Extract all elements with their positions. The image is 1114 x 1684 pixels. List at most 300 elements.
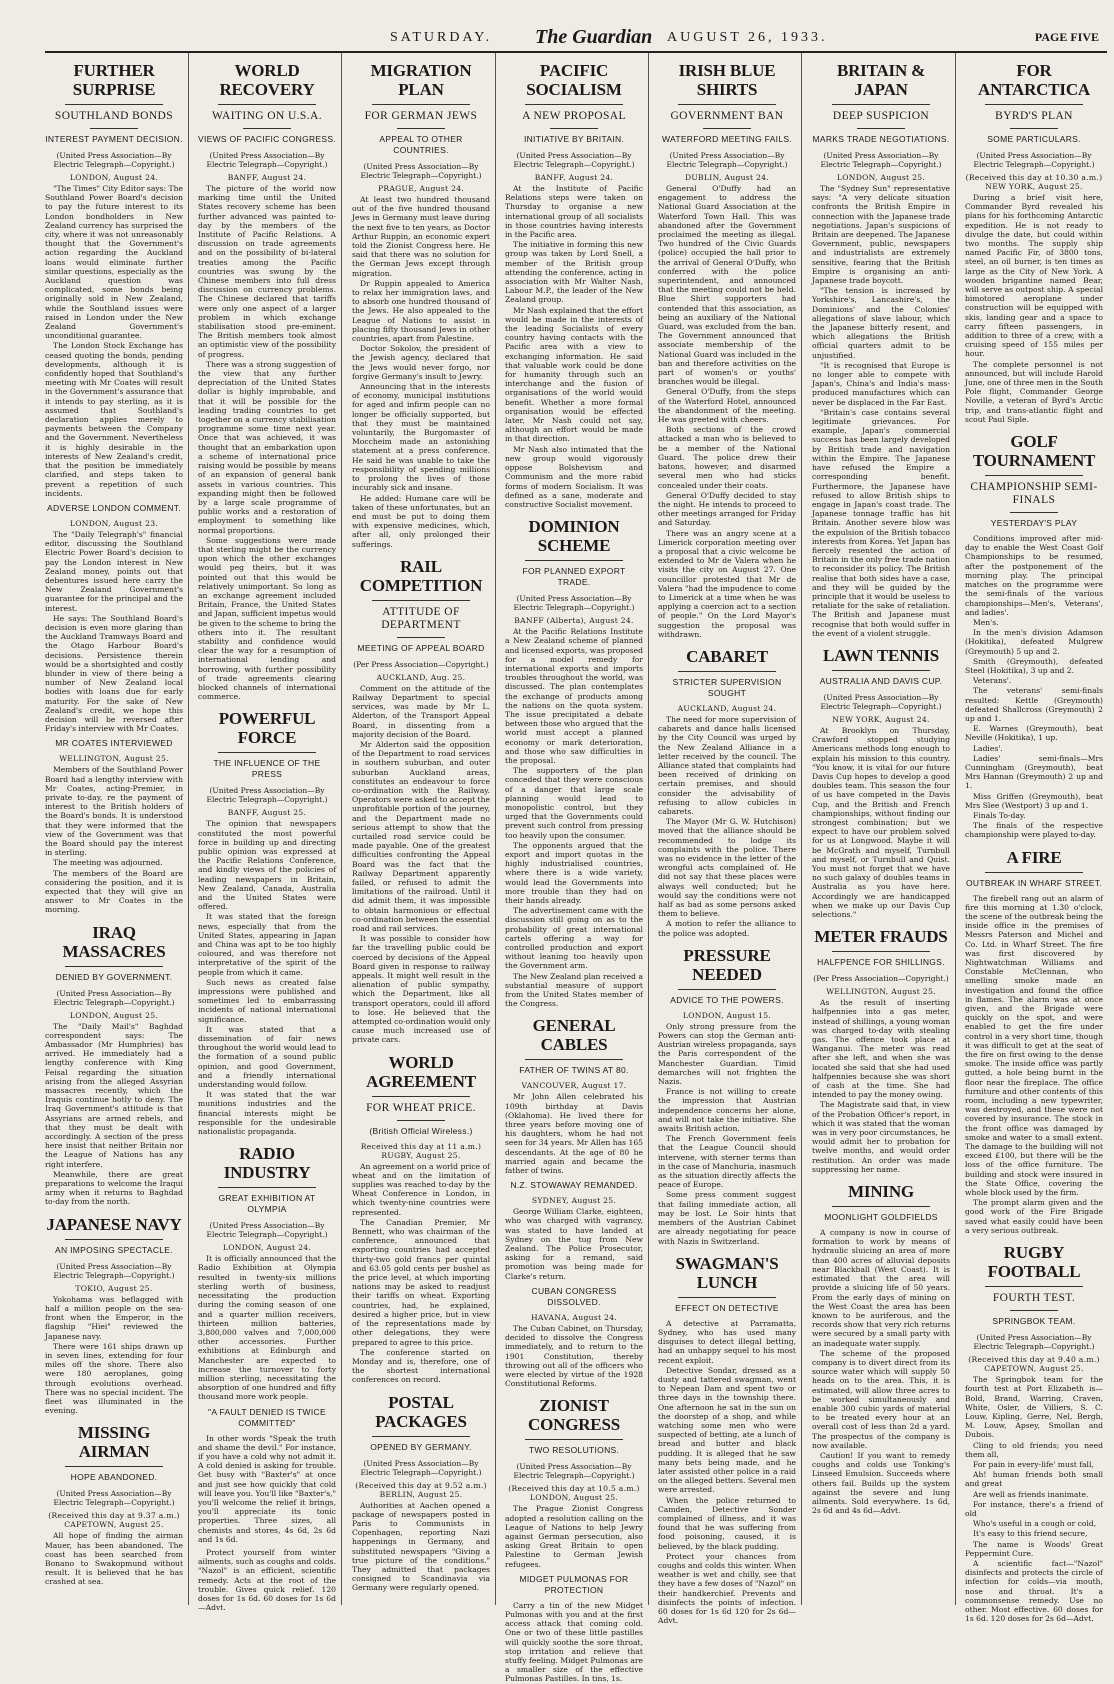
article-dateline: (Received this day at 9.40 a.m.) CAPETOWN, August 25.: [968, 1355, 1100, 1374]
article-headline: RADIO INDUSTRY: [223, 1144, 311, 1183]
article-dateline: WELLINGTON, August 25.: [59, 754, 169, 764]
headline-rule: [985, 475, 1083, 476]
article-paragraph: George William Clarke, eighteen, who was charged with vagrancy, was stated to have landed at Sydney on the tug from New Zealand. The Police Prosecutor, asking for a remand, said promotion was being made for Clarke's return.: [505, 1207, 643, 1281]
article-paragraph: The initiative in forming this new group was taken by Lord Snell, a member of the British group attending the conference, acting in association with Mr Walter Nash, Labour M.P., the leader of the New Zealand group.: [505, 240, 643, 305]
article-subheading: GREAT EXHIBITION AT OLYMPIA: [218, 1193, 316, 1215]
article-body: [812, 1228, 950, 1515]
article-paragraph: Mr Alderton said the opposition of the Department to road services in southern suburban, and outer suburban Auckland areas, constitutes an endeavour to force co-ordination with the Railway. Operators were asked to accept the unprofitable portion of the journey, and the Department made no serious attempt to show that the curtailed road service could be made payable. One of the greatest difficulties confronting the Appeal Board was the fact that the Railway Department apparently failed, or refused to admit the limitations of the railroad. Until it did admit them, it was impossible to obtain harmonious or effectual co-ordination between the essential road and rail services.: [352, 739, 490, 933]
article-paragraph: It's easy to this friend secure,: [973, 1529, 1088, 1539]
masthead-page-number: PAGE FIVE: [1034, 30, 1099, 44]
article-paragraph: Both sections of the crowd attacked a man who is believed to be a member of the National Guard. The police drew their batons, however, and disarmed several men who had sticks concealed under their coats.: [658, 425, 796, 490]
article-paragraph: Comment on the attitude of the Railway Department to special services, was made by Mr L. Alderton, of the Transport Appeal Board, in dissenting from a majority decision of the Board.: [352, 683, 490, 739]
article-subheading: MARKS TRADE NEGOTIATIONS.: [812, 134, 950, 144]
article-credit: (United Press Association—By Electric Telegraph—Copyright.): [206, 786, 328, 805]
article: [505, 1574, 643, 1684]
article-headline: MISSING AIRMAN: [77, 1423, 151, 1462]
column-rule: [495, 53, 496, 1605]
article-subheading: GOVERNMENT BAN: [670, 110, 784, 122]
article-paragraph: Authorities at Aachen opened a package of newspapers posted in Paris to Communists in Copenhagen, reporting Nazi happenings in Germany, and substituted newspapers "Giving a true picture of the conditions." They admitted that packages consigned to Scandinavia via Germany were regularly opened.: [352, 1500, 490, 1593]
article-paragraph: Are well as friends inanimate.: [973, 1489, 1089, 1499]
article-subheading: FATHER OF TWINS AT 80.: [519, 1065, 629, 1076]
article-headline: FURTHER SURPRISE: [72, 61, 156, 99]
article-body: [352, 195, 490, 549]
article-headline: DOMINION SCHEME: [528, 517, 620, 556]
article-body: [812, 726, 950, 919]
article-credit: (Per Press Association—Copyright.): [813, 974, 949, 984]
article-paragraph: France is not willing to create the impression that Austrian independence concerns her alone, and will not take the initiative. She awaits British action.: [658, 1087, 796, 1134]
article: [505, 1286, 643, 1388]
article-body: [505, 627, 643, 1008]
article-paragraph: The London Stock Exchange has ceased quoting the bonds, pending developments, although it is confidently hoped that Southland's meeting with Mr Coates will result in the Government's assurance that it intends to pay sterling, as it is assumed that Southland's declaration applies merely to payments between the Company and the Government. Nevertheless it is highly desirable in the interests of New Zealand's credit, that the position be immediately clarified, and steps taken to prevent a repetition of such incidents.: [45, 341, 183, 498]
article-paragraph: There was a strong suggestion of the view that any further depreciation of the United States dollar is highly improbable, and that it will be possible for the leading trading countries to get together on a currency stabilisation programme some time next year. Once that was achieved, it was thought that an embarkation upon a scheme of international price raising would be possible by means of an expansion of general bank assets in various countries. This expanding might then be followed by a large scale programme of public works and a restoration of employment to something like normal proportions.: [198, 359, 337, 535]
article-credit: (Per Press Association—Copyright.): [353, 659, 489, 669]
article-dateline: WELLINGTON, August 25.: [826, 987, 936, 997]
article-paragraph: The Mayor (Mr G. W. Hutchison) moved that the alliance should be recommended to lodge its complaints with the police. There was no evidence in the letter of the wrongful acts complained of. He did not say that these places were always well conducted; but he would say the conditions were not half as bad as some persons asked them to believe.: [658, 817, 796, 919]
article-body: [505, 1324, 643, 1388]
article-headline: PACIFIC SOCIALISM: [526, 61, 622, 99]
article: [658, 946, 796, 1246]
article-dateline: LONDON, August 23.: [69, 518, 159, 528]
article-subheading: ADVERSE LONDON COMMENT.: [47, 502, 181, 513]
article-body: [352, 1501, 490, 1593]
article: [965, 432, 1103, 840]
article-body: [198, 1254, 336, 1401]
article-paragraph: The firebell rang out an alarm of fire this morning at 1.30 o'clock, the scene of the outbreak being the inside office in the premises of Messrs Paterson and Michel and Co. Ltd. in Wharf Street. The fire was first discovered by Nightwatchman Williams and Constable McClennan, who smelling smoke made an investigation and found the office in flames. The alarm was at once given, and the Brigade were quickly on the spot, and were enabled to get the fire under control in a very short time, though it was difficult to get at the seat of the fire on first owing to the dense smoke. The inside office was partly gutted, a hole being burnt in the floor near the fireplace. The office furniture and other contents of this room, including a new typewriter, was destroyed, and these were not covered by insurance. The stock in the front office was damaged by smoke and water to a small extent. The damage to the building will not exceed £100, but there will be the loss of the office furniture. The building and stock were insured in the State Office, covering the whole block used by the firm.: [965, 893, 1103, 1198]
article-paragraph: At the Institute of Pacific Relations steps were taken on Thursday to organise a new international group of all socialists in those countries having interests in the Pacific area.: [505, 184, 643, 240]
article-body: [658, 1022, 796, 1246]
article-paragraph: He added: Humane care will be taken of these unfortunates, but an end must be put to doing them with expensive medicines, which, after all, only prolonged their sufferings.: [352, 493, 490, 549]
article-dateline: BANFF, August 25.: [227, 808, 307, 818]
article-subheading: WATERFORD MEETING FAILS.: [662, 134, 792, 144]
masthead-date: AUGUST 26, 1933.: [667, 30, 828, 45]
subheading-rule: [857, 128, 905, 129]
article: [45, 1423, 183, 1586]
masthead-day: SATURDAY.: [390, 30, 493, 45]
article-subheading: STRICTER SUPERVISION SOUGHT: [672, 676, 782, 698]
article-paragraph: Some suggestions were made that sterling might be the currency upon which the other exchanges would peg theirs, but it was pointed out that this would be relatively unimportant. So long as an exchange agreement included Britain, France, the United States and Japan, sufficient impetus would be given to the scheme to bring the others into it. The resultant stability and confidence would clear the way for a resumption of international lending and borrowing, with further possibility of trade agreements clearing blocked channels of international commerce.: [198, 535, 337, 702]
article: [352, 1393, 490, 1593]
article-headline: LAWN TENNIS: [822, 645, 940, 665]
article-body: [352, 684, 490, 1045]
article-subheading: AUSTRALIA AND DAVIS CUP.: [819, 675, 943, 686]
news-column-7: [965, 53, 1103, 1624]
column-rule: [341, 53, 342, 1605]
article-headline: IRAQ MASSACRES: [62, 922, 166, 961]
article-paragraph: It was stated that the war munitions industries and the financial interests might be responsible for the undesirable nationalistic propaganda.: [198, 1090, 336, 1137]
headline-rule: [372, 104, 470, 105]
article-credit: (United Press Association—By Electric Telegraph—Copyright.): [666, 151, 788, 169]
article-dateline: PRAGUE, August 24.: [377, 184, 465, 193]
article-paragraph: Mr John Allen celebrated his 109th birthday at Davis (Oklahoma). He lived there for three years before moving one of his daughters, whom he had not seen for 34 years. Mr Allen has 165 descendants. At the age of 80 he married again and became the father of twins.: [505, 1092, 643, 1176]
article-paragraph: It was possible to consider how far the travelling public could be coerced by decisions of the Appeal Board given in response to railway appeals. It might well result in the alienation of public sympathy, which the Department, like all transport operators, could ill afford to lose. He believed that the attempted co-ordination would only cause much increased use of private cars.: [352, 934, 490, 1045]
article-paragraph: He says: The Southland Board's decision is even more glaring than the Auckland Tramways Board and the Otago Harbour Board's decisions. Persistence therein would be a shortsighted and costly blunder in view of there being a number of New Zealand local bodies with loans due for early maturity. For the sake of New Zealand's credit, we hope this decision will be reversed after Friday's interview with Mr Coates.: [45, 613, 183, 734]
article-body: [198, 1548, 336, 1612]
article-subheading: FOR GERMAN JEWS: [364, 110, 478, 122]
article-dateline: Received this day at 11 a.m.) RUGBY, August 25.: [360, 1141, 482, 1160]
article-dateline: SYDNEY, August 25.: [531, 1196, 617, 1206]
headline-rule: [678, 671, 776, 672]
article-subheading: FOR WHEAT PRICE.: [366, 1101, 476, 1114]
article-paragraph: A detective at Parramatta, Sydney, who has used many disguises to detect illegal betting, had an unhappy sequel to his most recent exploit.: [658, 1318, 796, 1365]
article-headline: BRITAIN & JAPAN: [836, 61, 926, 99]
article-paragraph: The "Sydney Sun" representative says: "A very delicate situation confronts the British Empire in connection with the Japanese trade negotiations. Japan's suspicions of Britain are deepened. The Japanese Government, public, newspapers and industrialists are extremely sensitive, fearing that the British Empire is organising an anti-Japanese trade boycott.: [812, 184, 950, 286]
article-paragraph: Only strong pressure from the Powers can stop the German anti-Austrian wireless propaganda, says the Paris correspondent of the Manchester Guardian. Timid demarches will not frighten the Nazis.: [658, 1021, 796, 1087]
article-paragraph: The name is Woods' Great Peppermint Cure.: [965, 1539, 1103, 1558]
article-credit: (United Press Association—By Electric Telegraph—Copyright.): [360, 162, 482, 180]
article-paragraph: Protect yourself from winter ailments, such as coughs and colds. "Nazol" is an efficient, scientific remedy. Acts at the root of the trouble. Gives quick relief. 120 doses for 1s 6d. 60 doses for 1s 6d—Advt.: [198, 1547, 336, 1613]
headline-rule: [985, 872, 1083, 873]
article: [812, 61, 950, 638]
article-headline: A FIRE: [1006, 847, 1062, 867]
headline-rule: [525, 104, 623, 105]
article: [505, 1016, 643, 1175]
headline-rule: [832, 1206, 930, 1207]
article: [198, 709, 336, 1136]
subheading-rule: [397, 637, 445, 638]
article-paragraph: "The tension is increased by Yorkshire's, Lancashire's, the Dominions' and the Colonies' allegations of slave labour, which the Japanese bitterly resent, and which allegations the British official quarters admit to be unjustified.: [812, 286, 950, 360]
article-headline: WORLD RECOVERY: [219, 61, 315, 99]
article-subheading: VIEWS OF PACIFIC CONGRESS.: [198, 134, 336, 144]
article-paragraph: The picture of the world now marking time until the United States recovery scheme has been further advanced was painted to-day by the members of the Institute of Pacific Relations. A discussion on trade agreements and on the possibility of bi-lateral treaties among the Pacific countries was swung by the Chinese members into full dress discussion on currency problems. The Chinese declared that tariffs were only one aspect of a larger problem in which exchange stabilisation stood pre-eminent. The British members took almost an optimistic view of the possibility of progress.: [198, 184, 336, 359]
article-paragraph: Caution! If you want to remedy coughs and colds use Tonking's Linseed Emulsion. Succeeds where others fail. Builds up the system against the severe and lung ailments. Sold everywhere. 1s 6d, 2s 6d and 4s 6d—Advt.: [812, 1450, 950, 1516]
article-paragraph: The supporters of the plan conceded that they were conscious of a danger that large scale planning would lead to monopolistic control, but they urged that the Governments could prevent such control from pressing too heavily upon the consumer.: [505, 766, 643, 840]
article-subheading: CUBAN CONGRESS DISSOLVED.: [531, 1285, 617, 1307]
headline-rule: [218, 1187, 316, 1188]
article: [505, 517, 643, 1008]
article-body: [505, 1092, 643, 1175]
article-subheading: DEEP SUSPICION: [832, 110, 930, 122]
article-paragraph: The "Daily Telegraph's" financial editor, discussing the Southland Electric Power Board's decision to pay the London interest in New Zealand money, points out that debentures issued here carry the New Zealand Government's guarantee for the principal and the interest.: [45, 529, 183, 613]
article-body: [198, 184, 336, 701]
article-paragraph: Finals To-day.: [973, 810, 1026, 820]
article-credit: (United Press Association—By Electric Telegraph—Copyright.): [820, 151, 942, 169]
article-paragraph: For instance, there's a friend of old: [965, 1499, 1103, 1518]
article-paragraph: Conditions improved after mid-day to enable the West Coast Golf Championships to be resumed, after the postponement of the morning play. The principal matches on the programme were the semi-finals of the various championships—Men's, Veterans', and ladies'.: [965, 534, 1103, 617]
article-headline: POSTAL PACKAGES: [375, 1392, 467, 1431]
article-paragraph: Ah! human friends both small and great: [965, 1470, 1103, 1489]
article-paragraph: There were 161 ships drawn up in seven lines, extending for four miles off the shore. There also were 180 aeroplanes, going through evolutions overhead. There was no special incident. The fleet was illuminated in the evening.: [45, 1341, 183, 1416]
article-subheading: SOUTHLAND BONDS: [54, 110, 174, 122]
article-paragraph: Meanwhile, there are great preparations to welcome the Iraqui army when it returns to Baghdad to-day from the north.: [45, 1169, 183, 1207]
column-rule: [188, 53, 189, 1605]
article-paragraph: Carry a tin of the new Midget Pulmonas with you and at the first access attack that coming cold. One or two of these little pastilles will quickly soothe the sore throat, stop irritation and relieve that stuffy feeling. Midget Pulmonas are a smaller size of the effective Pulmonas Pastilles. In tins, 1s.: [505, 1600, 643, 1684]
article-body: [812, 998, 950, 1174]
headline-rule: [678, 989, 776, 990]
article-paragraph: E. Warnes (Greymouth), beat Neville (Hokitika), 1 up.: [965, 724, 1103, 743]
article-credit: (United Press Association—By Electric Telegraph—Copyright.): [820, 692, 942, 711]
article-subheading: (British Official Wireless.): [369, 1125, 473, 1136]
article-paragraph: The finals of the respective championship were played to-day.: [965, 821, 1103, 840]
news-column-1: [45, 53, 183, 1605]
article-paragraph: Miss Griffen (Greymouth), beat Mrs Slee (Westport) 3 up and 1.: [965, 791, 1103, 810]
article: [658, 647, 796, 938]
headline-rule: [678, 104, 776, 105]
article-headline: JAPANESE NAVY: [46, 1214, 182, 1234]
article-paragraph: The complete personnel is not announced, but will include Harold June, one of three men in the South Pole flight, Commander George Noville, a veteran of Byrd's Arctic trip, and trans-atlantic flight and scout Paul Siple.: [965, 359, 1103, 424]
article-credit: (United Press Association—By Electric Telegraph—Copyright.): [513, 151, 635, 169]
article-dateline: LONDON, August 25.: [69, 1010, 159, 1020]
article: [658, 61, 796, 639]
article: [658, 1254, 796, 1626]
article-paragraph: When the police returned to Camden, Detective Sonder complained of illness, and it was found that he was suffering from food poisoning, caused, it is believed, by the black pudding.: [658, 1495, 796, 1551]
article-headline: PRESSURE NEEDED: [683, 945, 771, 984]
article-subheading: EFFECT ON DETECTIVE: [675, 1302, 779, 1313]
article-paragraph: It was stated that a dissemination of fair news throughout the world would lead to the formation of a sound public opinion, and good Government, and a friendly international understanding would follow.: [198, 1024, 336, 1090]
article-dateline: BANFF, August 24.: [534, 173, 614, 182]
article: [965, 61, 1103, 424]
article-dateline: VANCOUVER, August 17.: [521, 1081, 627, 1091]
article-paragraph: The French Government feels that the League Council should intervene, with sterner terms than in the case of Manchuria, inasmuch as the situation directly affects the peace of Europe.: [658, 1134, 796, 1190]
article-paragraph: Ladies'.: [973, 743, 1003, 753]
article-headline: RAIL COMPETITION: [359, 556, 483, 595]
article-paragraph: The advertisement came with the discussion still going on as to the probability of great international cartels offering a way for controlled production and export without leaning too heavily upon the Government arm.: [505, 906, 643, 971]
article-subheading: MEETING OF APPEAL BOARD: [357, 642, 485, 653]
article: [198, 1407, 336, 1544]
article-subheading: YESTERDAY'S PLAY: [990, 518, 1078, 529]
article-subheading: OUTBREAK IN WHARF STREET.: [966, 877, 1102, 888]
article-paragraph: The opponents argued that the export and import quotas in the highly industrialised countries, where there is a wide variety, would lead the Governments into more trouble than they had on their hands already.: [505, 840, 643, 905]
article-subheading: ADVICE TO THE POWERS.: [670, 994, 784, 1005]
article-subheading: ATTITUDE OF DEPARTMENT: [381, 605, 461, 631]
article-paragraph: The prompt alarm given and the good work of the Fire Brigade saved what easily could have been a very serious outbreak.: [965, 1198, 1103, 1235]
article: [812, 927, 950, 1174]
subheading-rule: [703, 128, 751, 129]
article-subheading: "A FAULT DENIED IS TWICE COMMITTED": [208, 1406, 326, 1428]
article-paragraph: The Prague Zionist Congress adopted a resolution calling on the League of Nations to help Jewry against German persecution, also asking Great Britain to open Palestine to German Jewish refugees.: [505, 1504, 643, 1569]
article: [198, 1548, 336, 1612]
subheading-rule: [243, 128, 291, 129]
article-paragraph: "It is recognised that Europe is no longer able to compete with Japan's, China's and India's mass-produced manufactures which can never be displaced in the Far East.: [812, 360, 950, 407]
article-credit: (United Press Association—By Electric Telegraph—Copyright.): [206, 1221, 328, 1240]
article-subheading: SOME PARTICULARS.: [987, 134, 1081, 144]
article-body: [45, 1531, 183, 1586]
article-paragraph: An agreement on a world price of wheat and on the limitation of supplies was reached to-day by the Wheat Conference in London, in which twenty-nine countries were represented.: [352, 1161, 490, 1217]
article-body: [45, 1295, 183, 1416]
headline-rule: [525, 560, 623, 561]
article-paragraph: Ladies' semi-finals—Mrs Cunningham (Greymouth), beat Mrs Hannan (Greymouth) 2 up and 1.: [965, 753, 1103, 791]
article-paragraph: The opinion that newspapers constituted the most powerful force in building up and directing public opinion was expressed at the Pacific Relations Conference, and kindly views of the policies of leading newspapers in Britain, New Zealand, Canada, Australia and the United States were offered.: [198, 819, 336, 912]
article-subheading: MR COATES INTERVIEWED: [55, 738, 173, 749]
article-paragraph: Detective Sondar, dressed as a dusty and tattered swagman, went to Nepean Dam and spent two or three days in the township there. One afternoon he sat in the sun on the doorstep of a shop, and while watching some men who were suspected of betting, ate a lunch of bread and butter and black pudding. It is alleged that he saw many bets being made, and he later assisted other police in a raid on the alleged betters. Several men were arrested.: [658, 1365, 796, 1495]
article-paragraph: Such news as created false impressions were published and sometimes led to embarrassing incidents of national international significance.: [198, 977, 336, 1024]
article-subheading: MIDGET PULMONAS FOR PROTECTION: [519, 1573, 629, 1595]
headline-rule: [372, 600, 470, 601]
article-dateline: AUCKLAND, Aug. 25.: [376, 672, 466, 682]
article-credit: (United Press Association—By Electric Telegraph—Copyright.): [206, 151, 328, 169]
article: [965, 1243, 1103, 1623]
article: [352, 1053, 490, 1385]
article-headline: GENERAL CABLES: [532, 1016, 616, 1055]
article-subheading: TWO RESOLUTIONS.: [528, 1445, 620, 1456]
article-paragraph: At the Pacific Relations Institute a New Zealand scheme of planned and licensed exports, was proposed for a model remedy for international exports and imports troubles throughout the world, was discussed. The plan contemplates the exchange of products among the nations on the quota system. The issue precipitated a debate between those who argued that the world must accept a planned economy or mark deterioration, and those who saw difficulties in the proposal.: [505, 627, 643, 765]
article-paragraph: Who's useful in a cough or cold,: [973, 1519, 1097, 1529]
article-headline: CABARET: [686, 646, 768, 666]
headline-rule: [525, 1059, 623, 1060]
article-subheading: THE INFLUENCE OF THE PRESS: [213, 758, 321, 780]
headline-rule: [372, 1436, 470, 1437]
article-paragraph: In the men's division Adamson (Hokitika), defeated Mulgrew (Greymouth) 5 up and 2.: [965, 628, 1103, 656]
article-body: [812, 184, 950, 638]
article-paragraph: The Springbok team for the fourth test at Port Elizabeth is—Bold, Brand, Warring, Craven, White, Osler, de Villiers, S. C. Louw, Kipling, Gerre, Nel, Bergh, M. Louw, Apsey, Smollan and Dubois.: [965, 1375, 1103, 1440]
news-column-6: [812, 53, 950, 1605]
subheading-rule: [1010, 512, 1058, 513]
article-subheading: FOURTH TEST.: [992, 1292, 1076, 1305]
article-body: [505, 1207, 643, 1281]
headline-rule: [65, 966, 163, 967]
article-headline: IRISH BLUE SHIRTS: [678, 61, 776, 99]
article-paragraph: Members of the Southland Power Board had a lengthy interview with Mr Coates, acting-Premier, in private to-day, re the payment of interest to the British holders of the Board's bonds. It is understood that they were informed that the view of the Government was that the Board should pay the interest in sterling.: [45, 765, 183, 858]
article-subheading: CHAMPIONSHIP SEMI-FINALS: [970, 481, 1098, 507]
article-dateline: BANFF (Alberta), August 24.: [514, 616, 634, 626]
article-credit: (United Press Association—By Electric Telegraph—Copyright.): [53, 151, 175, 169]
article-subheading: APPEAL TO OTHER COUNTRIES.: [379, 134, 463, 155]
article-dateline: (Received this day at 10.5 a.m.) LONDON, August 25.: [508, 1484, 640, 1503]
subheading-rule: [397, 1120, 445, 1121]
article-body: [965, 1375, 1103, 1623]
article-dateline: AUCKLAND, August 24.: [677, 703, 777, 713]
article-subheading: MOONLIGHT GOLDFIELDS: [824, 1212, 938, 1223]
article-paragraph: Protect your chances from coughs and colds this winter. When weather is wet and chilly, see that they have a few doses of "Nazol" on their handkerchief. Prevents and disinfects the points of infection. 60 doses for 1s 6d 120 for 2s 6d—Advt.: [658, 1551, 796, 1626]
article-dateline: LONDON, August 15.: [682, 1010, 772, 1020]
article-subheading: WAITING ON U.S.A.: [212, 110, 322, 122]
news-column-3: [352, 53, 490, 1605]
headline-rule: [985, 1286, 1083, 1287]
article-headline: MINING: [848, 1182, 914, 1202]
article-paragraph: Doctor Sokolov, the president of the Jewish agency, declared that the Jews would never forgo, nor forgive Germany's insult to Jewry.: [352, 344, 490, 381]
article: [965, 848, 1103, 1236]
article-paragraph: At least two hundred thousand out of the five hundred thousand Jews in Germany must leave during the next five to ten years, as Doctor Arthur Ruppin, an economic expert told the Zionist Congress here. He said that there was no solution for the German Jews except through migration.: [352, 195, 490, 278]
headline-rule: [218, 752, 316, 753]
masthead-title: The Guardian: [535, 26, 653, 48]
headline-rule: [985, 104, 1083, 105]
article-body: [352, 1162, 490, 1385]
article-dateline: LONDON, August 24.: [69, 173, 159, 182]
article-dateline: BANFF, August 24.: [227, 173, 307, 182]
article-headline: SWAGMAN'S LUNCH: [675, 1253, 779, 1292]
article-paragraph: It is officially announced that the Radio Exhibition at Olympia resulted in twenty-six millions sterling worth of business, necessitating the production during the coming season of one and a quarter million receivers, thirteen million batteries, 3,800,000 valves and 7,000,000 other accessories. Further exhibitions at Edinburgh and Manchester are expected to increase the turnover to forty million sterling, necessitating the absorption of one hundred and fifty thousand more work people.: [198, 1254, 336, 1402]
article-paragraph: In other words "Speak the truth and shame the devil." For instance, if you have a cold why not admit it. A cold denied is asking for trouble. Get busy with "Baxter's" at once and just see how quickly that cold will leave you. You'll like "Baxter's," you'll welcome the relief it brings, you'll appreciate its tonic properties. Three sizes, all chemists and stores, 4s 6d, 2s 6d and 1s 6d.: [198, 1433, 336, 1544]
article-credit: (United Press Association—By Electric Telegraph—Copyright.): [973, 1333, 1095, 1352]
article-paragraph: The New Zealand plan received a substantial measure of support from the United States member of the Congress.: [505, 971, 643, 1009]
article-paragraph: Mr Nash explained that the effort would be made in the interests of the leading Socialists of every country having contacts with the Pacific area with a view to exchanging information. He said that valuable work could be done for humanity through such an interchange and the fusion of organisations of the world would benefit. Whether a more formal organisation would be effected later, Mr Nash could not say, although an effort would be made in that direction.: [505, 305, 643, 444]
article-credit: (United Press Association—By Electric Telegraph—Copyright.): [360, 1458, 482, 1477]
article-dateline: (Received this day at 9.52 a.m.) BERLIN, August 25.: [355, 1480, 487, 1499]
news-column-4: [505, 53, 643, 1684]
article-paragraph: General O'Duffy decided to stay the night. He intends to proceed to other meetings arranged for Friday and Saturday.: [658, 490, 796, 528]
article-paragraph: "Britain's case contains several legitimate grievances. For example, Japan's commercial success has been largely developed by British trade and navigation within the Empire. The Japanese have refused the Empire a corresponding benefit. Furthermore, the Japanese have refused to allow British ships to engage in Japan's coast trade. The Japanese tonnage traffic has hit Britain. Another severe blow was the expulsion of the British tobacco interests from Korea. Yet Japan has fiercely resented the action of Britain in the only free trade nation to reconsider its policy. The British realise that both sides have a case, and they will be guided by the principle that it would be useless to retaliate for the sake of retaliation. The British and Japanese must recognise that both would suffer in the event of a violent struggle.: [812, 407, 950, 638]
article-dateline: LONDON, August 24.: [222, 1243, 312, 1253]
article-paragraph: General O'Duffy, from the steps of the Waterford Hotel, announced the abandonment of the meeting. He was greeted with cheers.: [658, 387, 796, 425]
article-body: [965, 193, 1103, 424]
article-headline: POWERFUL FORCE: [218, 709, 316, 748]
article-paragraph: At Brooklyn on Thursday, Crawford stopped studying Americans methods long enough to explain his mission to this country. "You know, it is vital for our future Davis Cup hopes to develop a good doubles team. This season the four of us have competed in the Davis Cup, and the British and French championships, without finding our strongest combination; but we expect to have our problem solved for us at Longwood. Maybe it will be McGrath and myself, Turnbull and myself, or Turnbull and Quist. You must not forget that we have no such galaxy of doubles teams in Australia as you have here. Accordingly we are handicapped when we make up our Davis Cup selections.": [812, 725, 950, 920]
article-body: [198, 1434, 336, 1544]
article-subheading: OPENED BY GERMANY.: [370, 1441, 472, 1452]
article-paragraph: The Magistrate said that, in view of the Probation Officer's report, in which it was stated that the woman was in very poor circumstances, he would admit her to probation for twelve months, and would order restitution. An order was made suppressing her name.: [812, 1100, 950, 1174]
article: [45, 503, 183, 733]
news-columns: [45, 53, 1107, 1684]
article-paragraph: The "Daily Mail's" Baghdad correspondent says: The Ambassador (Mr Humphries) has arrived. He immediately had a lengthy conference with King Feisal regarding the situation arising from the alleged Assyrian massacres recently, which the Iraquis continue hotly to deny. The Iraq Government's attitude is that Assyrians are armed rebels, and that they must be dealt with accordingly. A section of the press here insist that neither Britain nor the League of Nations has any right interfere.: [45, 1021, 183, 1169]
article-paragraph: The Cuban Cabinet, on Thursday, decided to dissolve the Congress immediately, and to return to the 1901 Constitution, thereby throwing out all of the officers who were elected by virtue of the 1928 Constitutional Reforms.: [505, 1323, 643, 1389]
article: [198, 1144, 336, 1401]
article-subheading: BYRD'S PLAN: [995, 110, 1073, 122]
article-headline: MIGRATION PLAN: [370, 61, 472, 99]
headline-rule: [218, 104, 316, 105]
article-headline: WORLD AGREEMENT: [366, 1052, 476, 1091]
article-paragraph: There was an angry scene at a Limerick corporation meeting over a proposal that a civic welcome be extended to Mr de Valera when he visits the city on August 27. One councillor protested that Mr de Valera "had the impudence to come to Limerick at a time when he was applying a coercion act to a section of people." On the Lord Mayor's suggestion the proposal was withdrawn.: [658, 528, 796, 639]
article-paragraph: "The Times" City Editor says: The Southland Power Board's decision to pay the future interest to its London bondholders in New Zealand currency has surprised the city, where it was not unreasonably thought that the Government's action regarding the Auckland loans would eliminate further similar questions, especially as the Auckland question was complicated, some bonds being originally sold in New Zealand, while the Southland issues were raised in London under the New Zealand Government's unconditional guarantee.: [45, 184, 183, 341]
article-paragraph: Yokohama was beflagged with half a million people on the sea-front when the Emperor, in the flagship "Hiei" reviewed the Japanese navy.: [45, 1294, 183, 1341]
article-body: [45, 765, 183, 914]
masthead: [45, 25, 1107, 53]
article-paragraph: Some press comment suggest that failing immediate action, all may be lost. Le Soir hints that members of the Austrian Cabinet are already negotiating for peace with Nazis in Switzerland.: [658, 1190, 796, 1246]
news-column-5: [658, 53, 796, 1626]
article-body: [965, 534, 1103, 840]
article-body: [965, 894, 1103, 1236]
article-subheading: SPRINGBOK TEAM.: [992, 1316, 1076, 1327]
article-headline: METER FRAUDS: [814, 927, 948, 947]
subheading-rule: [550, 128, 598, 129]
article-headline: GOLF TOURNAMENT: [972, 432, 1096, 471]
article-body: [658, 184, 796, 639]
article-credit: (United Press Association—By Electric Telegraph—Copyright.): [513, 1462, 635, 1481]
article-body: [505, 184, 643, 509]
article-paragraph: A scientific fact—"Nazol" disinfects and protects the circle of infection for colds—via mouth, nose and throat. It's a commonsense remedy. Use no other. Most effective. 60 doses for 1s 6d. 120 doses for 2s 6d—Advt.: [965, 1558, 1103, 1624]
article-subheading: HALFPENCE FOR SHILLINGS.: [817, 957, 945, 968]
subheading-rule: [1010, 128, 1058, 129]
article-paragraph: A motion to refer the alliance to the police was adopted.: [658, 919, 796, 938]
headline-rule: [832, 951, 930, 952]
column-rule: [955, 53, 956, 1605]
article-paragraph: Cling to old friends; you need them all,: [965, 1440, 1103, 1459]
article-body: [45, 1022, 183, 1207]
article-credit: (United Press Association—By Electric Telegraph—Copyright.): [53, 988, 175, 1007]
article: [45, 738, 183, 914]
article-credit: (United Press Association—By Electric Telegraph—Copyright.): [513, 594, 635, 613]
article-paragraph: The scheme of the proposed company is to divert direct from its source water which will supply 50 heads on to the area. This, it is estimated, will allow three acres to be worked simultaneously and enable 300 cubic yards of material to be treated every hour at an overall cost of less than 2d a yard. The prospectus of the company is now available.: [812, 1348, 950, 1450]
article: [505, 1396, 643, 1568]
article-subheading: INITIATIVE BY BRITAIN.: [523, 134, 625, 144]
article-dateline: DUBLIN, August 24.: [684, 173, 770, 182]
headline-rule: [65, 104, 163, 105]
article: [812, 1182, 950, 1515]
article: [352, 557, 490, 1045]
article-subheading: HOPE ABANDONED.: [70, 1472, 158, 1483]
article-subheading: A NEW PROPOSAL: [522, 110, 626, 122]
article-body: [45, 184, 183, 498]
article-paragraph: It was stated that the foreign news, especially that from the United States, appearing in Japan and China was apt to be too highly coloured, and was therefore not interpretative of the spirit of the people from which it came.: [198, 912, 336, 977]
article-paragraph: During a brief visit here, Commander Byrd revealed his plans for his forthcoming Antarctic expedition. He is not ready to divulge the date, but could within two months. The supply ship named Pacific Fir, of 3800 tons, steel, an oil burner, is ten times as large as the City of New York. A wooden brigantine named Bear, will serve as outpost ship. A special bimotored aeroplane under construction will be equipped with skis, landing gear and a space to carry fifteen passengers, in addition to three of a crew, with a cruising speed of 155 miles per hour.: [965, 193, 1103, 359]
article: [812, 646, 950, 919]
article-paragraph: Smith (Greymouth), defeated Steel (Hokitika), 3 up and 2.: [965, 656, 1103, 675]
article-dateline: TOKIO, August 25.: [75, 1283, 153, 1293]
article-dateline: (Received this day at 9.37 a.m.) CAPETOWN, August 25.: [48, 1511, 180, 1530]
article: [505, 1180, 643, 1281]
article-paragraph: A company is now in course of formation to work by means of hydraulic sluicing an area of more than 400 acres of alluvial deposits near Blackball (West Coast). It is estimated that the area will provide a sluicing life of 50 years. From the early days of mining on the West Coast the area has been known to be auriferous, and the records show that very rich returns were secured by a small party with an inadequate water supply.: [812, 1228, 950, 1348]
article: [45, 61, 183, 498]
news-column-2: [198, 53, 337, 1613]
article-body: [658, 715, 796, 938]
article-paragraph: The conference started on Monday and is, therefore, one of the shortest international conferences on record.: [352, 1347, 490, 1385]
article: [45, 923, 183, 1207]
headline-rule: [678, 1297, 776, 1298]
column-rule: [801, 53, 802, 1605]
article-paragraph: Men's.: [973, 617, 999, 627]
article-paragraph: The need for more supervision of cabarets and dance halls licensed by the City Council was urged by the New Zealand Alliance in a letter received by the council. The Alliance stated that complaints had been received of drinking on certain premises, and should consider the advisability of refusing to allow cubicles in cabarets.: [658, 714, 796, 816]
article-credit: (United Press Association—By Electric Telegraph—Copyright.): [53, 1489, 175, 1508]
headline-rule: [65, 1239, 163, 1240]
article-subheading: FOR PLANNED EXPORT TRADE.: [522, 566, 626, 588]
